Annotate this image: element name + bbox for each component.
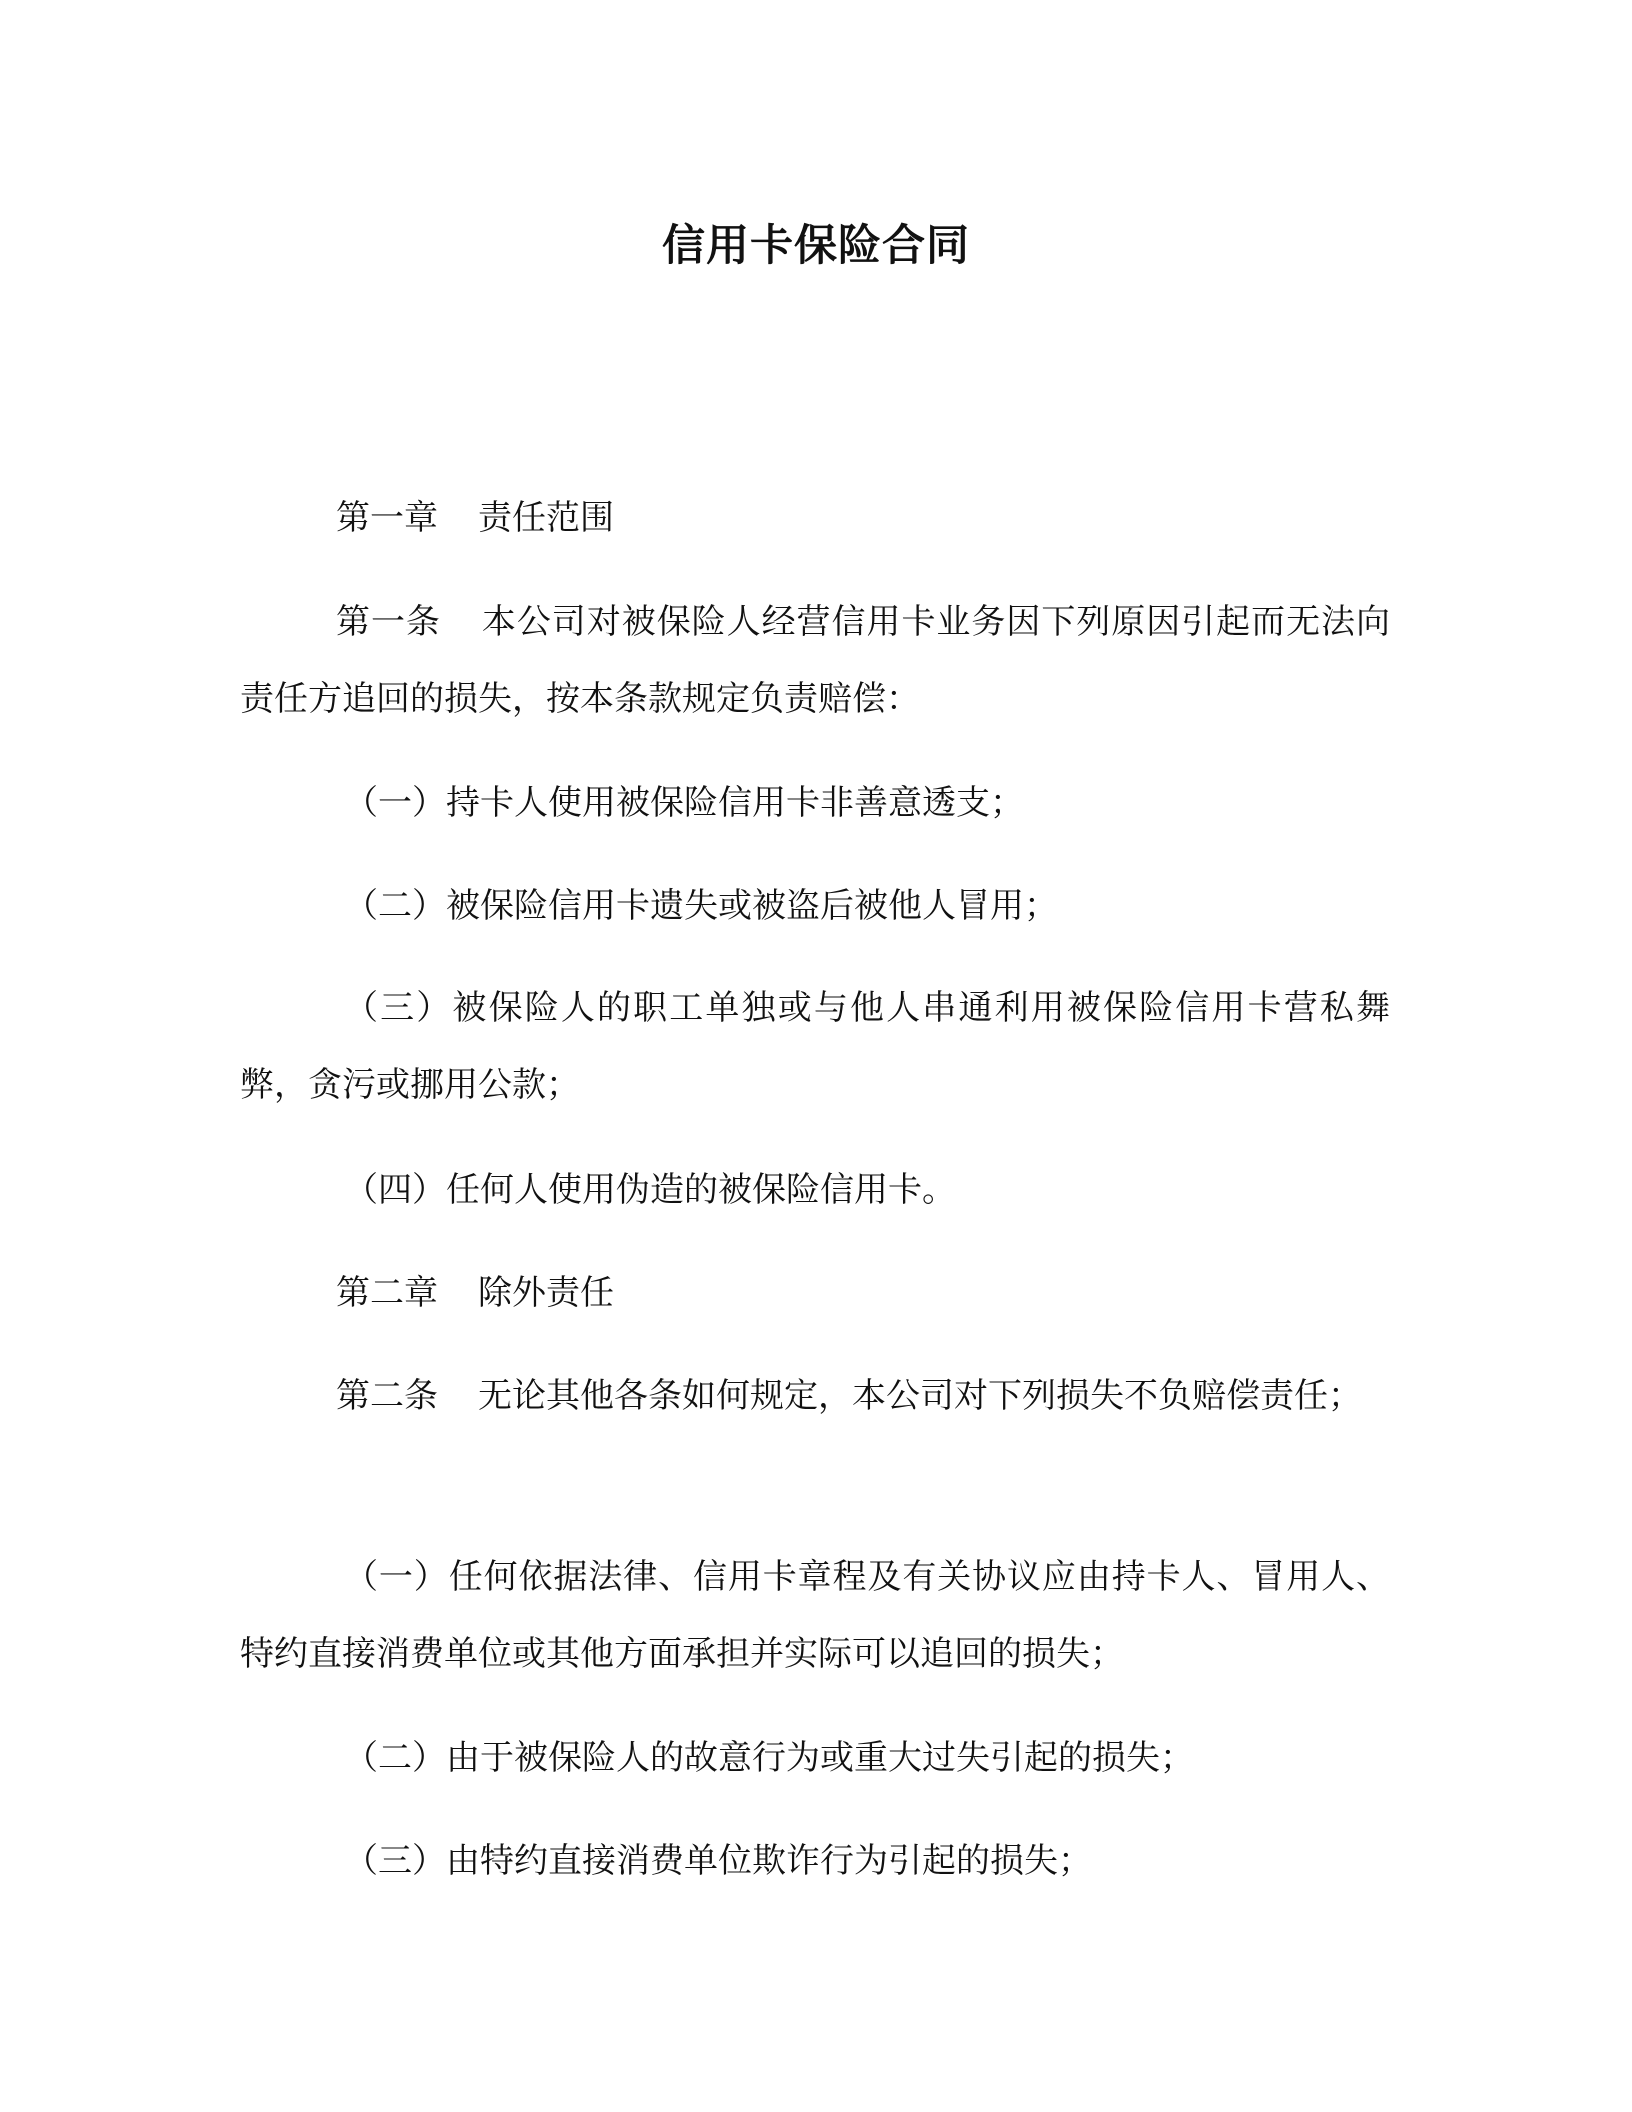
document-title: 信用卡保险合同 [662, 221, 970, 271]
clause-item: （三）被保险人的职工单独或与他人串通利用被保险信用卡营私舞弊，贪污或挪用公款； [240, 988, 1390, 1105]
chapter-heading [240, 1255, 1390, 1332]
clause-item: （二）被保险信用卡遗失或被盗后被他人冒用； [344, 886, 1058, 926]
chapter-number: 第一章 [336, 498, 438, 538]
clause-item: （三）由特约直接消费单位欺诈行为引起的损失； [344, 1841, 1092, 1881]
chapter-name: 责任范围 [478, 498, 614, 538]
article-number: 第一条 [336, 602, 441, 642]
chapter-heading [240, 480, 1390, 557]
article-paragraph [240, 584, 1390, 738]
chapter-number: 第二章 [336, 1273, 438, 1313]
article-number: 第二条 [336, 1376, 438, 1416]
article-text: 本公司对被保险人经营信用卡业务因下列原因引起而无法向责任方追回的损失，按本条款规定负责赔偿： [240, 602, 1391, 719]
clause-item: （一）持卡人使用被保险信用卡非善意透支； [344, 783, 1024, 823]
clause-item: （四）任何人使用伪造的被保险信用卡。 [344, 1170, 956, 1210]
clause-item: （一）任何依据法律、信用卡章程及有关协议应由持卡人、冒用人、特约直接消费单位或其他方面承担并实际可以追回的损失； [240, 1557, 1390, 1674]
clause-item: （二）由于被保险人的故意行为或重大过失引起的损失； [344, 1738, 1194, 1778]
article-text: 无论其他各条如何规定，本公司对下列损失不负赔偿责任； [478, 1376, 1362, 1416]
chapter-name: 除外责任 [478, 1273, 614, 1313]
article-paragraph [240, 1358, 1390, 1435]
